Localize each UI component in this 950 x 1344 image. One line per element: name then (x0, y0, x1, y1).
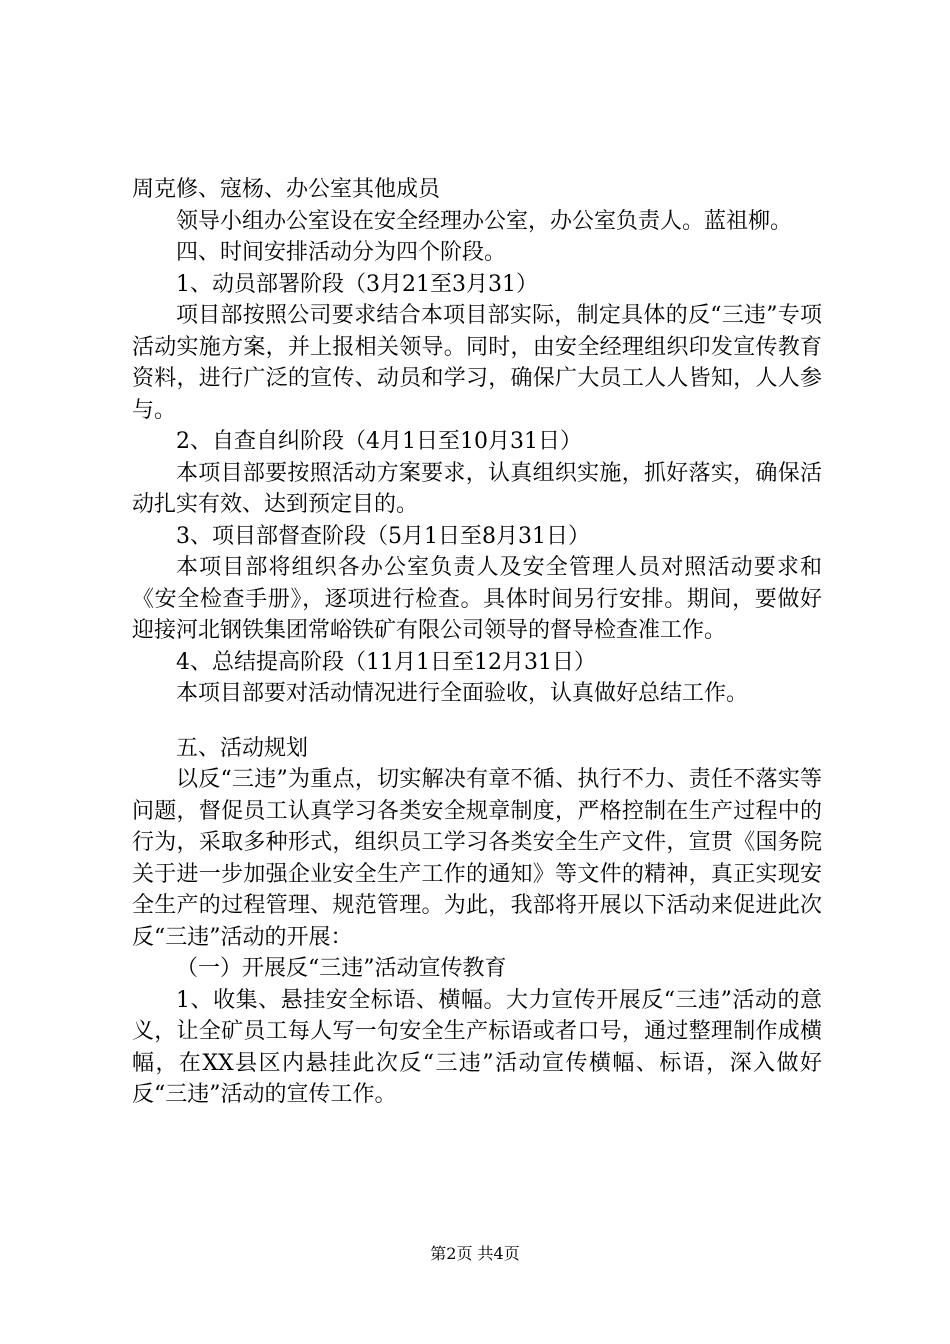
heading-stage-1: 1、动员部署阶段（3月21至3月31） (176, 271, 538, 297)
paragraph-stage-3: 本项目部将组织各办公室负责人及安全管理人员对照活动要求和《安全检查手册》，逐项进行检查。具体时间另行安排。期间，要做好迎接河北钢铁集团常峪铁矿有限公司领导的督导检查准工作。 (132, 555, 822, 643)
paragraph-stage-2: 本项目部要按照活动方案要求，认真组织实施，抓好落实，确保活动扎实有效、达到预定目的。 (132, 460, 822, 517)
heading-stage-2: 2、自查自纠阶段（4月1日至10月31日） (176, 429, 582, 454)
paragraph-office: 领导小组办公室设在安全经理办公室，办公室负责人。蓝祖柳。 (176, 208, 793, 234)
paragraph-members: 周克修、寇杨、办公室其他成员 (132, 177, 441, 202)
heading-stage-4: 4、总结提高阶段（11月1日至12月31日） (176, 649, 596, 675)
paragraph-activity-plan: 以反“三违”为重点，切实解决有章不循、执行不力、责任不落实等问题，督促员工认真学习各类安全规章制度，严格控制在生产过程中的行为，采取多种形式，组织员工学习各类安全生产文件，宣贯《国务院关于进一步加强企业安全生产工作的通知》等文件的精神，真正实现安全生产的过程管理、规范管理。为此，我部将开展以下活动来促进此次反“三违”活动的开展： (132, 767, 822, 950)
heading-publicity: （一）开展反“三违”活动宣传教育 (176, 956, 507, 981)
heading-activity-plan: 五、活动规划 (176, 735, 309, 761)
page-number-footer: 第2页 共4页 (430, 1244, 520, 1263)
heading-stage-3: 3、项目部督查阶段（5月1日至8月31日） (176, 523, 590, 549)
paragraph-stage-4: 本项目部要对活动情况进行全面验收，认真做好总结工作。 (176, 681, 749, 706)
document-body (132, 174, 822, 1111)
paragraph-publicity: 1、收集、悬挂安全标语、横幅。大力宣传开展反“三违”活动的意义，让全矿员工每人写一句安全生产标语或者口号，通过整理制作成横幅，在XX县区内悬挂此次反“三违”活动宣传横幅、标语，深入做好反“三违”活动的宣传工作。 (132, 987, 822, 1107)
heading-schedule: 四、时间安排活动分为四个阶段。 (176, 240, 507, 265)
paragraph-stage-1: 项目部按照公司要求结合本项目部实际，制定具体的反“三违”专项活动实施方案，并上报相关领导。同时，由安全经理组织印发宣传教育资料，进行广泛的宣传、动员和学习，确保广大员工人人皆知，人人参与。 (132, 303, 822, 423)
